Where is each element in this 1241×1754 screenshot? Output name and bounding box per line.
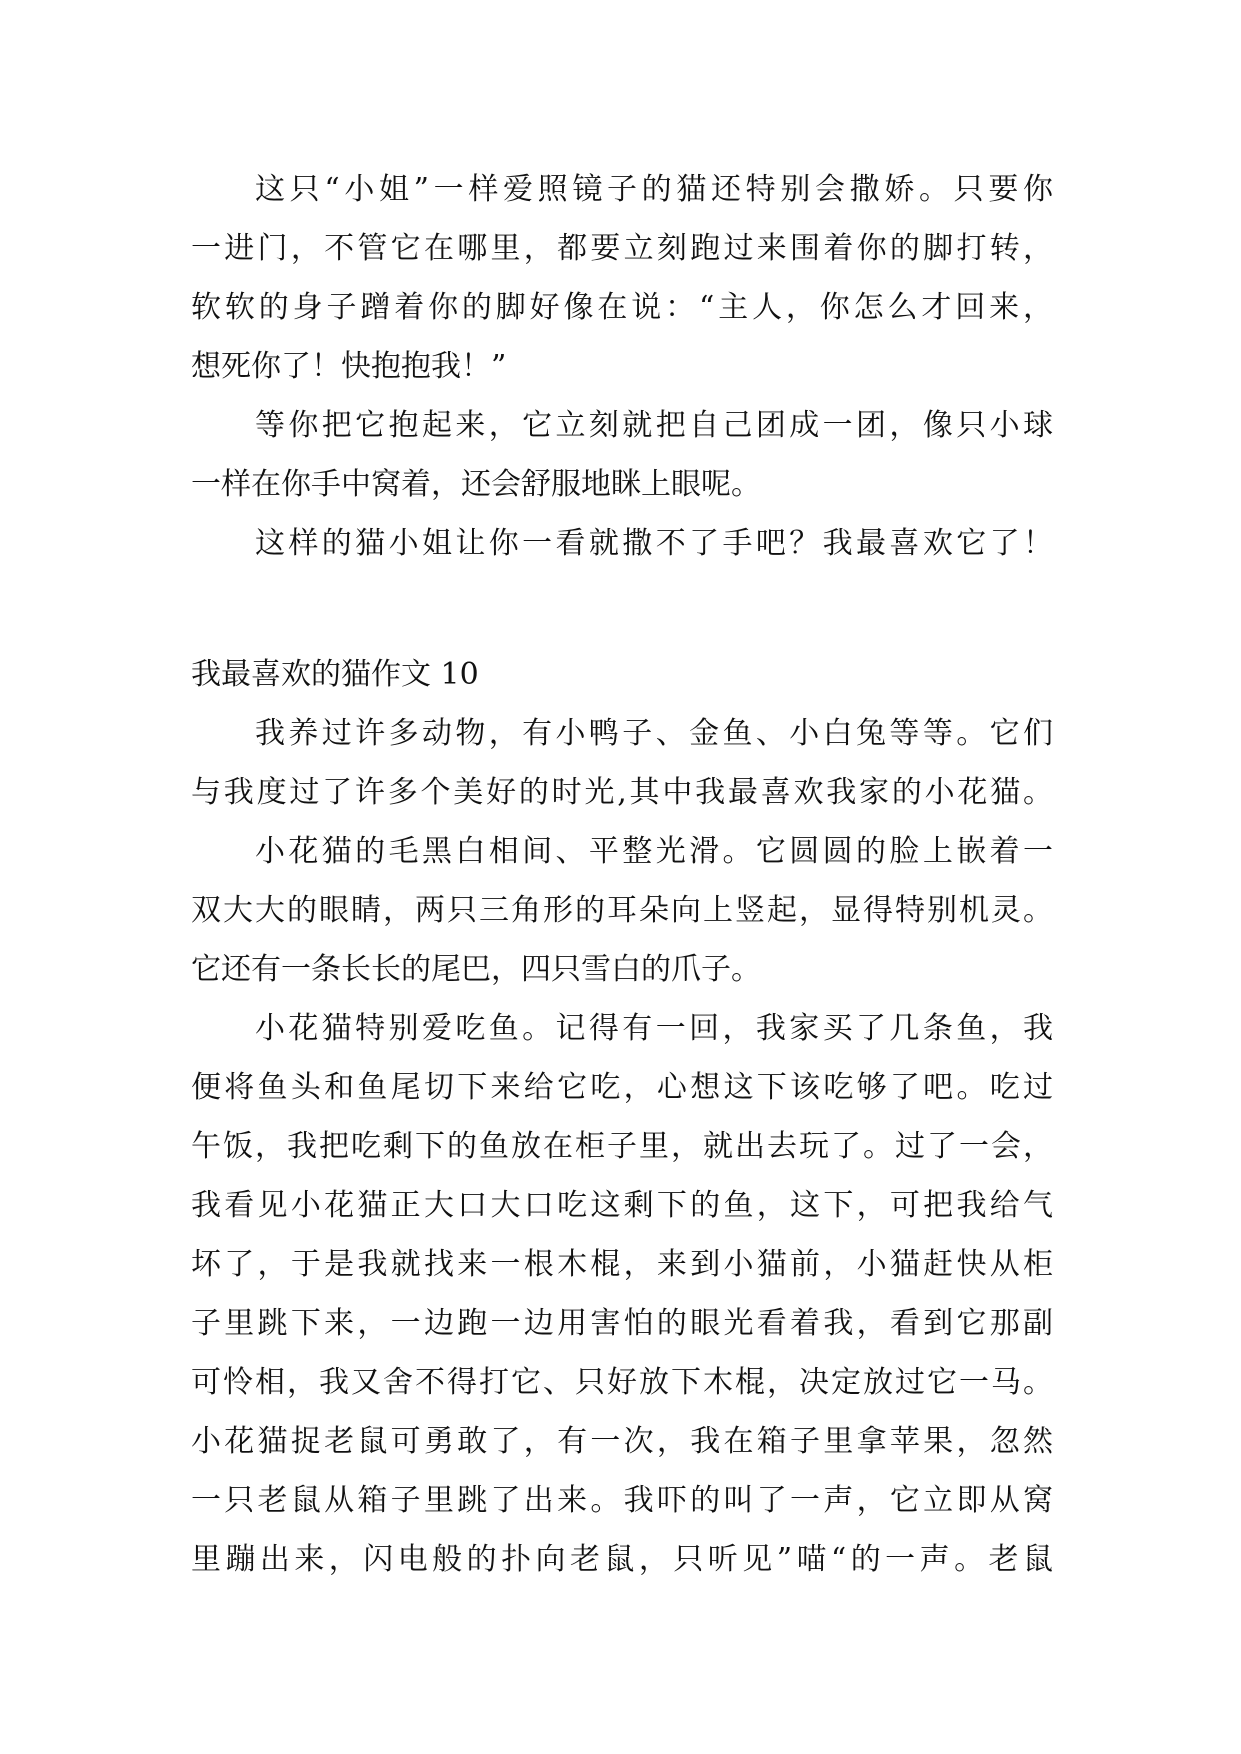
text-line: 里蹦出来，闪电般的扑向老鼠，只听见”喵“的一声。老鼠	[191, 1542, 1053, 1577]
text-line: 我看见小花猫正大口大口吃这剩下的鱼，这下，可把我给气	[191, 1188, 1053, 1223]
paragraph	[191, 704, 1053, 822]
text-line: 一样在你手中窝着，还会舒服地眯上眼呢。	[191, 467, 761, 502]
text-line: 双大大的眼睛，两只三角形的耳朵向上竖起，显得特别机灵。	[191, 893, 1053, 928]
text-line: 软软的身子蹭着你的脚好像在说：“主人，你怎么才回来，	[191, 290, 1053, 325]
text-line: 等你把它抱起来，它立刻就把自己团成一团，像只小球	[255, 408, 1053, 443]
text-line: 小花猫特别爱吃鱼。记得有一回，我家买了几条鱼，我	[255, 1011, 1053, 1046]
text-line: 一进门，不管它在哪里，都要立刻跑过来围着你的脚打转，	[191, 231, 1053, 266]
text-line: 便将鱼头和鱼尾切下来给它吃，心想这下该吃够了吧。吃过	[191, 1070, 1053, 1105]
text-line: 与我度过了许多个美好的时光,其中我最喜欢我家的小花猫。	[191, 775, 1053, 810]
section-spacer	[191, 573, 1053, 645]
essay-title: 我最喜欢的猫作文 10	[191, 657, 479, 692]
text-line: 一只老鼠从箱子里跳了出来。我吓的叫了一声，它立即从窝	[191, 1483, 1053, 1518]
text-line: 它还有一条长长的尾巴，四只雪白的爪子。	[191, 952, 761, 987]
paragraph	[191, 999, 1053, 1589]
text-line: 午饭，我把吃剩下的鱼放在柜子里，就出去玩了。过了一会，	[191, 1129, 1053, 1164]
text-line: 我养过许多动物，有小鸭子、金鱼、小白兔等等。它们	[255, 716, 1053, 751]
text-line: 坏了，于是我就找来一根木棍，来到小猫前，小猫赶快从柜	[191, 1247, 1053, 1282]
text-line: 子里跳下来，一边跑一边用害怕的眼光看着我，看到它那副	[191, 1306, 1053, 1341]
text-line: 小花猫捉老鼠可勇敢了，有一次，我在箱子里拿苹果，忽然	[191, 1424, 1053, 1459]
document-body	[191, 160, 1053, 1589]
text-line: 小花猫的毛黑白相间、平整光滑。它圆圆的脸上嵌着一	[255, 834, 1053, 869]
text-line: 这样的猫小姐让你一看就撒不了手吧？我最喜欢它了！	[255, 526, 1053, 561]
paragraph	[191, 160, 1053, 396]
text-line: 想死你了！快抱抱我！”	[191, 349, 507, 384]
text-line: 可怜相，我又舍不得打它、只好放下木棍，决定放过它一马。	[191, 1365, 1053, 1400]
text-line: 这只“小姐”一样爱照镜子的猫还特别会撒娇。只要你	[255, 172, 1053, 207]
paragraph	[191, 514, 1053, 573]
paragraph	[191, 396, 1053, 514]
paragraph	[191, 822, 1053, 999]
